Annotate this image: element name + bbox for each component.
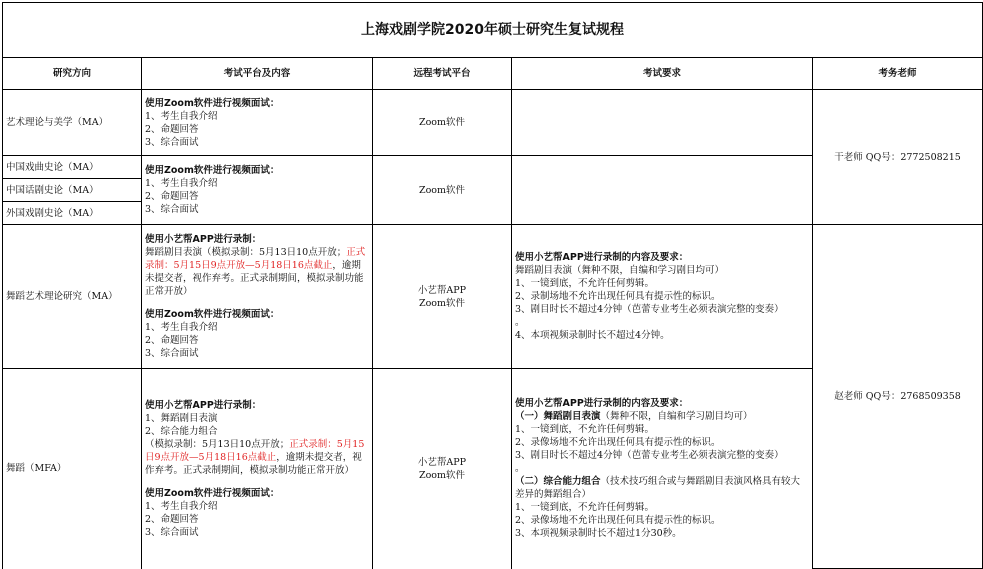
direction-sub-3: 外国戏剧史论（MA）: [6, 207, 99, 219]
teacher-cell-first: 干老师 QQ号：2772508215: [813, 90, 983, 225]
direction-cell: 舞蹈（MFA）: [3, 369, 142, 569]
direction-sub-2: 中国话剧史论（MA）: [3, 179, 141, 202]
platform-cell: Zoom软件: [373, 156, 512, 225]
content-cell: 使用Zoom软件进行视频面试： 1、考生自我介绍 2、命题回答 3、综合面试: [142, 90, 373, 156]
header-direction: 研究方向: [3, 58, 142, 90]
direction-stack: [3, 156, 142, 225]
header-row: [3, 58, 983, 90]
content-cell: 使用Zoom软件进行视频面试： 1、考生自我介绍 2、命题回答 3、综合面试: [142, 156, 373, 225]
content-cell: 使用小艺帮APP进行录制： 1、舞蹈剧目表演 2、综合能力组合 （模拟录制：5月13日10点开放；正式录制：5月15日9点开放—5月18日16点截止，逾期未提交者，视作弃考。正式录制期间，模拟录制功能正常开放） 使用Zoom软件进行视频面试： 1、考生自我介绍 2、命题回答 3、综合面试: [142, 369, 373, 569]
deadline-notice: 正式录制：5月15日9点开放—5月18日16点截止: [145, 247, 366, 271]
header-platform: 远程考试平台: [373, 58, 512, 90]
requirement-cell: 使用小艺帮APP进行录制的内容及要求： 舞蹈剧目表演（舞种不限，自编和学习剧目均可） 1、一镜到底，不允许任何剪辑。 2、录制场地不允许出现任何具有提示性的标识。 3、剧目时长不超过4分钟（芭蕾专业考生必须表演完整的变奏） 。 4、本项视频录制时长不超过4分钟。: [512, 225, 813, 369]
requirement-cell: 使用小艺帮APP进行录制的内容及要求： （一）舞蹈剧目表演（舞种不限，自编和学习剧目均可） 1、一镜到底，不允许任何剪辑。 2、录像场地不允许出现任何具有提示性的标识。 3、剧目时长不超过4分钟（芭蕾专业考生必须表演完整的变奏） 。 （二）综合能力组合（技术技巧组合或与舞蹈剧目表演风格具有较大差异的舞蹈组合） 1、一镜到底，不允许任何剪辑。 2、录像场地不允许出现任何具有提示性的标识。 3、本项视频录制时长不超过1分30秒。: [512, 369, 813, 569]
platform-cell: 小艺帮APP Zoom软件: [373, 369, 512, 569]
content-cell: 使用小艺帮APP进行录制： 舞蹈剧目表演（模拟录制：5月13日10点开放；正式录制：5月15日9点开放—5月18日16点截止，逾期未提交者，视作弃考。正式录制期间，模拟录制功能正常开放） 使用Zoom软件进行视频面试： 1、考生自我介绍 2、命题回答 3、综合面试: [142, 225, 373, 369]
teacher-cell-second: 赵老师 QQ号：2768509358: [813, 225, 983, 569]
table-row-dance-theory: [3, 225, 983, 369]
table-row-art-theory: [3, 90, 983, 156]
requirement-cell: [512, 90, 813, 156]
deadline-notice: 正式录制：5月15日9点开放—5月18日16点截止: [145, 438, 365, 463]
exam-rules-table: [2, 2, 983, 569]
direction-cell: 艺术理论与美学（MA）: [3, 90, 142, 156]
page-title: 上海戏剧学院2020年硕士研究生复试规程: [3, 3, 983, 58]
direction-cell: 舞蹈艺术理论研究（MA）: [3, 225, 142, 369]
requirement-cell: [512, 156, 813, 225]
direction-sub-1: 中国戏曲史论（MA）: [3, 156, 141, 179]
header-content: 考试平台及内容: [142, 58, 373, 90]
header-teacher: 考务老师: [813, 58, 983, 90]
platform-cell: Zoom软件: [373, 90, 512, 156]
header-requirement: 考试要求: [512, 58, 813, 90]
platform-cell: 小艺帮APP Zoom软件: [373, 225, 512, 369]
